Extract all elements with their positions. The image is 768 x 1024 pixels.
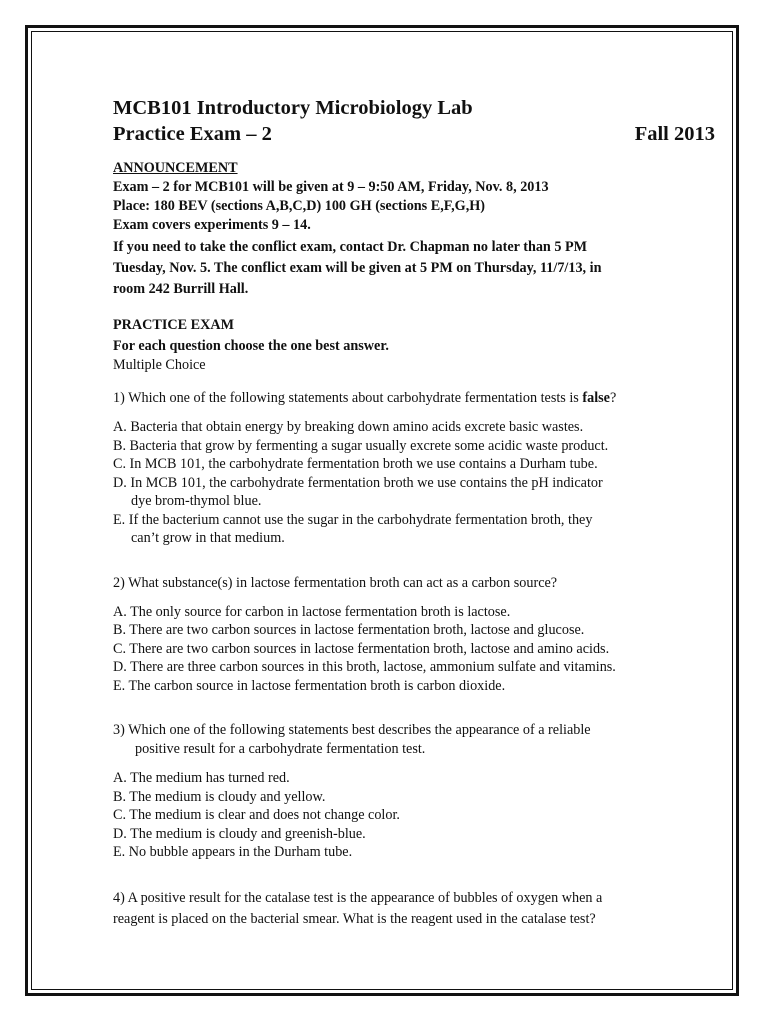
- option-2c: C. There are two carbon sources in lactose fermentation broth, lactose and amino acids.: [113, 640, 610, 657]
- question-4-line-2: reagent is placed on the bacterial smear. What is the reagent used in the catalase test?: [113, 910, 596, 927]
- practice-instruction: For each question choose the one best answer.: [113, 338, 389, 354]
- announcement-line-2: Place: 180 BEV (sections A,B,C,D) 100 GH (sections E,F,G,H): [113, 198, 486, 214]
- question-1-options: [113, 418, 658, 548]
- option-3a: A. The medium has turned red.: [113, 770, 290, 786]
- option-1b: B. Bacteria that grow by fermenting a sugar usually excrete some acidic waste product.: [113, 437, 609, 454]
- question-1-tail: ?: [609, 390, 617, 406]
- announcement-line-1: Exam – 2 for MCB101 will be given at 9 – 9:50 AM, Friday, Nov. 8, 2013: [113, 179, 549, 195]
- question-4: [113, 888, 658, 930]
- exam-title-row: [113, 121, 715, 147]
- practice-type: Multiple Choice: [113, 357, 206, 373]
- practice-heading: PRACTICE EXAM: [113, 317, 234, 333]
- option-3c: C. The medium is clear and does not change color.: [113, 807, 400, 823]
- option-2b: B. There are two carbon sources in lactose fermentation broth, lactose and glucose.: [113, 622, 585, 638]
- question-3-options: [113, 769, 658, 862]
- option-1e-line-1: E. If the bacterium cannot use the sugar in the carbohydrate fermentation broth, they: [113, 511, 593, 528]
- option-3d: D. The medium is cloudy and greenish-blue.: [113, 825, 366, 842]
- option-1c: C. In MCB 101, the carbohydrate fermentation broth we use contains a Durham tube.: [113, 456, 598, 472]
- question-3-line-2: positive result for a carbohydrate fermentation test.: [135, 741, 426, 757]
- course-title: MCB101 Introductory Microbiology Lab: [113, 97, 473, 119]
- question-2-options: [113, 603, 658, 696]
- question-1-emphasis: false: [582, 390, 610, 406]
- option-1e: [113, 511, 658, 548]
- option-1d-line-2: dye brom-thymol blue.: [131, 493, 262, 509]
- option-3b: B. The medium is cloudy and yellow.: [113, 788, 326, 805]
- option-1d-line-1: D. In MCB 101, the carbohydrate fermentation broth we use contains the pH indicator: [113, 474, 603, 491]
- question-2: 2) What substance(s) in lactose fermentation broth can act as a carbon source?: [113, 574, 558, 591]
- option-2e: E. The carbon source in lactose fermentation broth is carbon dioxide.: [113, 677, 506, 694]
- question-3-line-1: 3) Which one of the following statements best describes the appearance of a reliable: [113, 722, 591, 738]
- option-2d: D. There are three carbon sources in this broth, lactose, ammonium sulfate and vitamins.: [113, 659, 616, 675]
- exam-term: Fall 2013: [634, 123, 715, 145]
- question-1-text: 1) Which one of the following statements about carbohydrate fermentation tests is: [113, 390, 583, 406]
- announcement-line-3: Exam covers experiments 9 – 14.: [113, 217, 311, 233]
- option-2a: A. The only source for carbon in lactose fermentation broth is lactose.: [113, 603, 511, 620]
- question-3: [113, 721, 658, 759]
- announcement-line-6: room 242 Burrill Hall.: [113, 281, 249, 297]
- exam-title: Practice Exam – 2: [113, 123, 272, 145]
- option-1a: A. Bacteria that obtain energy by breaking down amino acids excrete basic wastes.: [113, 419, 584, 435]
- option-1e-line-2: can’t grow in that medium.: [131, 530, 285, 546]
- question-1: [113, 389, 658, 408]
- announcement-heading: ANNOUNCEMENT: [113, 160, 238, 176]
- exam-document: [113, 95, 715, 930]
- option-3e: E. No bubble appears in the Durham tube.: [113, 844, 353, 860]
- option-1d: [113, 474, 658, 511]
- announcement-line-4: If you need to take the conflict exam, contact Dr. Chapman no later than 5 PM: [113, 239, 588, 255]
- question-4-line-1: 4) A positive result for the catalase test is the appearance of bubbles of oxygen when a: [113, 889, 603, 906]
- announcement-line-5: Tuesday, Nov. 5. The conflict exam will be given at 5 PM on Thursday, 11/7/13, in: [113, 260, 602, 276]
